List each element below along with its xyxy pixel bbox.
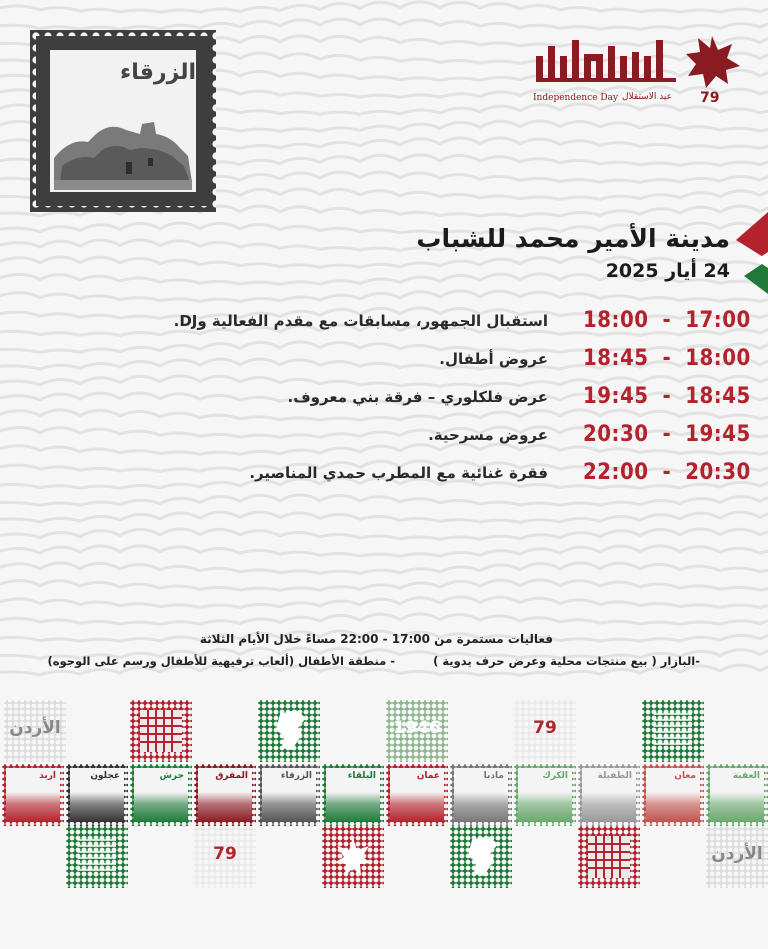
activity: فقرة غنائية مع المطرب حمدي المناصير. bbox=[249, 464, 548, 482]
stamp-text: الأردن bbox=[9, 718, 61, 738]
stamp bbox=[386, 700, 448, 762]
city-stamp-label: الزرقاء bbox=[280, 771, 312, 781]
notes-kids-zone: - منطقة الأطفال (ألعاب ترفيهية للأطفال ورسم على الوجوه) bbox=[47, 654, 396, 668]
notes-bazaar: -البازار ( بيع منتجات محلية وعرض حرف يدوية ) bbox=[433, 654, 700, 668]
city-stamp bbox=[130, 764, 192, 826]
city-stamp bbox=[2, 764, 64, 826]
stamp-city-title: الزرقاء bbox=[120, 60, 197, 85]
notes-extras bbox=[47, 654, 700, 668]
activity: عروض مسرحية. bbox=[428, 426, 548, 444]
stamp bbox=[4, 700, 66, 762]
city-landmark-illustration bbox=[326, 792, 380, 822]
schedule-row bbox=[0, 460, 768, 494]
stamp bbox=[258, 700, 320, 762]
city-landmark-illustration bbox=[6, 792, 60, 822]
stamp-text: 79 bbox=[533, 718, 557, 738]
activity: عروض أطفال. bbox=[439, 350, 548, 368]
time-range: 20:30 - 19:45 bbox=[583, 422, 751, 447]
logo-english: Independence Day bbox=[533, 93, 619, 103]
city-landmark-illustration bbox=[710, 792, 764, 822]
stamp bbox=[578, 826, 640, 888]
text-lines-icon bbox=[646, 704, 700, 758]
city-landmark-illustration bbox=[262, 792, 316, 822]
city-landmark-illustration bbox=[646, 792, 700, 822]
city-stamp-label: العقبة bbox=[732, 771, 760, 781]
city-stamp bbox=[194, 764, 256, 826]
notes-continuous: فعاليات مستمرة من 17:00 - 22:00 مساءً خلال الأيام الثلاثة bbox=[199, 632, 553, 646]
city-stamp-label: عجلون bbox=[90, 771, 120, 781]
stamp-strip bbox=[0, 696, 768, 949]
event-date: 24 أيار 2025 bbox=[605, 260, 730, 282]
schedule-row bbox=[0, 422, 768, 456]
city-stamp-label: الكرك bbox=[542, 771, 568, 781]
city-landmark-illustration bbox=[454, 792, 508, 822]
city-stamp bbox=[706, 764, 768, 826]
city-stamp bbox=[450, 764, 512, 826]
city-stamp bbox=[386, 764, 448, 826]
shemagh-pattern-icon bbox=[582, 830, 636, 884]
stamp-text: الأردن bbox=[711, 844, 763, 864]
city-stamp-label: اربد bbox=[39, 771, 56, 781]
stamp bbox=[514, 700, 576, 762]
city-landmark-illustration bbox=[70, 792, 124, 822]
activity: عرض فلكلوري – فرقة بني معروف. bbox=[287, 388, 548, 406]
city-landmark-illustration bbox=[134, 792, 188, 822]
time-range: 22:00 - 20:30 bbox=[583, 460, 751, 485]
jordan-map-icon bbox=[454, 830, 508, 884]
city-stamp-label: جرش bbox=[159, 771, 184, 781]
schedule-row bbox=[0, 346, 768, 380]
city-landmark-illustration bbox=[390, 792, 444, 822]
city-stamp-label: عمان bbox=[416, 771, 440, 781]
stamp bbox=[642, 700, 704, 762]
star-icon bbox=[326, 830, 380, 884]
schedule-row bbox=[0, 384, 768, 418]
city-stamp-label: مادبا bbox=[483, 771, 504, 781]
jordan-map-icon bbox=[262, 704, 316, 758]
text-lines-icon bbox=[70, 830, 124, 884]
logo-number: 79 bbox=[700, 90, 720, 106]
activity: استقبال الجمهور، مسابقات مع مقدم الفعالية وDJ. bbox=[173, 312, 548, 330]
venue-title: مدينة الأمير محمد للشباب bbox=[416, 224, 730, 253]
shemagh-pattern-icon bbox=[134, 704, 188, 758]
city-stamp bbox=[642, 764, 704, 826]
stamp bbox=[450, 826, 512, 888]
star-icon bbox=[686, 36, 740, 88]
time-range: 18:45 - 18:00 bbox=[583, 346, 751, 371]
stamp bbox=[66, 826, 128, 888]
city-stamp-label: البلقاء bbox=[347, 771, 376, 781]
stamp bbox=[194, 826, 256, 888]
city-stamp-label: المفرق bbox=[215, 771, 248, 781]
time-range: 18:00 - 17:00 bbox=[583, 308, 751, 333]
stamp bbox=[322, 826, 384, 888]
city-stamp-label: معان bbox=[674, 771, 696, 781]
schedule-row bbox=[0, 308, 768, 342]
city-landmark-illustration bbox=[198, 792, 252, 822]
stamp-text: 1946 bbox=[393, 718, 441, 738]
city-stamp bbox=[66, 764, 128, 826]
logo-arabic: عيد الاستقلال bbox=[622, 92, 673, 102]
city-landmark-illustration bbox=[582, 792, 636, 822]
stamp bbox=[706, 826, 768, 888]
city-stamp bbox=[514, 764, 576, 826]
time-range: 19:45 - 18:45 bbox=[583, 384, 751, 409]
city-stamp bbox=[258, 764, 320, 826]
zarqa-stamp bbox=[30, 30, 216, 212]
stamp-text: 79 bbox=[213, 844, 237, 864]
city-landmark-illustration bbox=[518, 792, 572, 822]
stamp bbox=[130, 700, 192, 762]
city-stamp-label: الطفيلة bbox=[597, 771, 632, 781]
flag-triangle-decoration bbox=[736, 212, 768, 294]
city-stamp bbox=[578, 764, 640, 826]
city-stamp bbox=[322, 764, 384, 826]
